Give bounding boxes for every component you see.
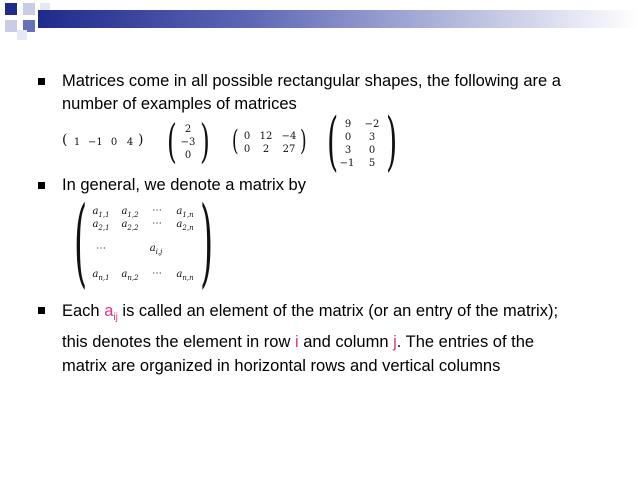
m2x3-entry: 27 (282, 144, 296, 155)
bullet-2-text: In general, we denote a matrix by (62, 176, 306, 194)
m2x3-left-paren: ( (232, 124, 239, 157)
entry-an1: $a_{n,1}$ (92, 269, 110, 282)
m4x2-entry: 0 (344, 132, 352, 143)
m2x3-right-paren: ) (300, 124, 307, 157)
m2x3-entry: 12 (259, 131, 273, 142)
row-vector-entry: −1 (88, 137, 103, 148)
row-variable: i (294, 333, 299, 351)
m2x3-entry: 2 (262, 144, 270, 155)
m4x2-entry: 3 (368, 132, 376, 143)
column-vector-entry: 0 (184, 150, 192, 161)
m4x2-left-paren: ( (327, 105, 339, 179)
general-matrix-left-paren: ( (74, 186, 88, 298)
m4x2-entry: −2 (364, 119, 380, 130)
m4x2-entry: −1 (339, 158, 355, 169)
entry-a2n: $a_{2,n}$ (176, 219, 194, 232)
entry-ann: $a_{n,n}$ (176, 269, 194, 282)
row-vector-entry: 4 (126, 137, 134, 148)
bullet-3-marker (38, 307, 45, 314)
bullet-1-line-2: number of examples of matrices (62, 95, 297, 113)
m2x3-entry: 0 (243, 131, 251, 142)
entry-an2: $a_{n,2}$ (121, 269, 139, 282)
bullet-1-line-1: Matrices come in all possible rectangular shapes, the following are a (62, 72, 561, 90)
m4x2-right-paren: ) (386, 105, 398, 179)
column-variable: j (393, 333, 397, 351)
entry-dots-row-1: ⋯ (152, 205, 162, 216)
column-vector-right-paren: ) (200, 114, 210, 168)
entry-dots-row-4: ⋯ (152, 268, 162, 279)
entry-a22: $a_{2,2}$ (121, 219, 139, 232)
entry-dots-row-2: ⋯ (152, 218, 162, 229)
m2x3-entry: −4 (281, 131, 297, 142)
row-vector-right-paren: ) (138, 132, 144, 148)
entry-a11: $a_{1,1}$ (92, 206, 110, 219)
m4x2-entry: 5 (368, 158, 376, 169)
bullet-3-line-3: matrix are organized in horizontal rows and vertical columns (62, 357, 501, 375)
bullet-3-text (62, 299, 558, 378)
bullet-3-line-1: Each $a_{ij}$ is called an element of the matrix (or an entry of the matrix); (62, 302, 559, 323)
column-vector-entry: 2 (184, 124, 192, 135)
column-vector-entry: −3 (180, 137, 196, 148)
general-matrix-right-paren: ) (200, 186, 214, 298)
entry-a1n: $a_{1,n}$ (176, 206, 194, 219)
row-vector-left-paren: ( (62, 132, 68, 148)
entry-aij: $a_{i,j}$ (149, 243, 163, 256)
row-vector-entry: 0 (110, 137, 118, 148)
entry-dots-row-3: ⋯ (96, 243, 106, 254)
bullet-3-line-2: this denotes the element in row i and column j. The entries of the (62, 333, 535, 351)
m2x3-entry: 0 (243, 144, 251, 155)
m4x2-entry: 9 (344, 119, 352, 130)
entry-a21: $a_{2,1}$ (92, 219, 110, 232)
column-vector-left-paren: ( (167, 114, 177, 168)
row-vector-entry: 1 (73, 137, 81, 148)
entry-a12: $a_{1,2}$ (121, 206, 139, 219)
m4x2-entry: 3 (344, 145, 352, 156)
element-symbol: $a_{ij}$ (104, 302, 118, 323)
m4x2-entry: 0 (368, 145, 376, 156)
